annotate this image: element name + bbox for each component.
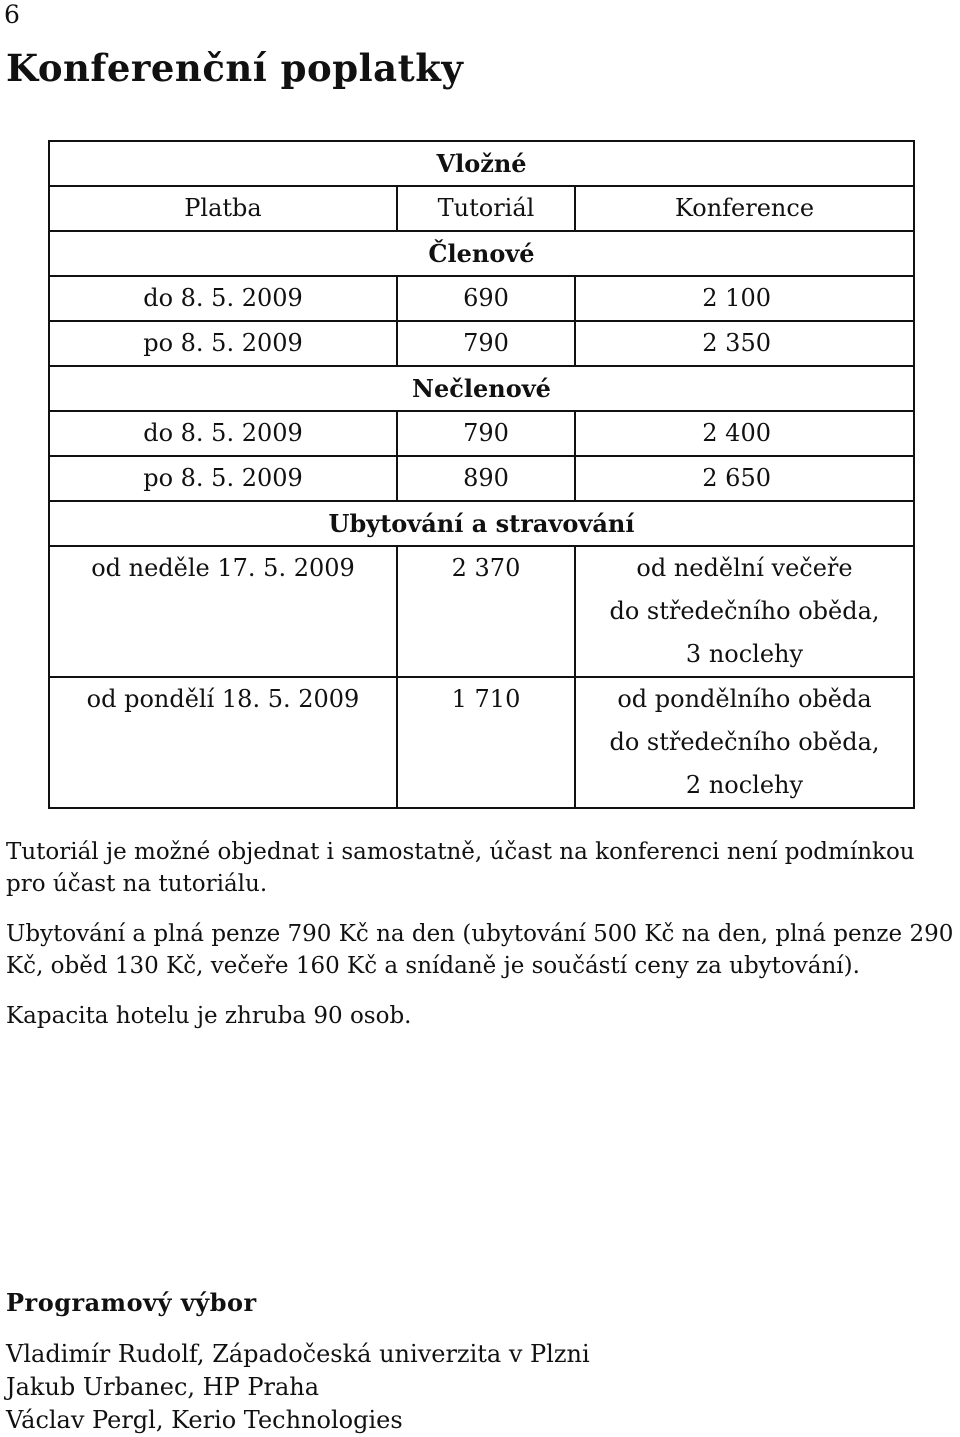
stay-description: 2 noclehy bbox=[575, 764, 914, 808]
stay-start: od pondělí 18. 5. 2009 bbox=[49, 677, 397, 721]
committee-member: Jakub Urbanec, HP Praha bbox=[6, 1373, 320, 1401]
members-header: Členové bbox=[49, 231, 914, 276]
col-tutorial-header: Tutoriál bbox=[397, 186, 575, 231]
table-row bbox=[49, 677, 914, 721]
col-payment-header: Platba bbox=[49, 186, 397, 231]
tutorial-price: 690 bbox=[397, 276, 575, 321]
note-capacity: Kapacita hotelu je zhruba 90 osob. bbox=[6, 1003, 412, 1029]
tutorial-price: 790 bbox=[397, 411, 575, 456]
tutorial-price: 790 bbox=[397, 321, 575, 366]
stay-description: od nedělní večeře bbox=[575, 546, 914, 590]
table-row bbox=[49, 721, 914, 764]
stay-description: do středečního oběda, bbox=[575, 590, 914, 633]
column-header-row bbox=[49, 186, 914, 231]
tutorial-price: 890 bbox=[397, 456, 575, 501]
note-tutorial: Tutoriál je možné objednat i samostatně, účast na konferenci není podmínkou pro účast na tutoriálu. bbox=[6, 839, 915, 897]
col-conference-header: Konference bbox=[575, 186, 914, 231]
note-accommodation: Ubytování a plná penze 790 Kč na den (ubytování 500 Kč na den, plná penze 290 Kč, oběd 130 Kč, večeře 160 Kč a snídaně je součástí ceny za ubytování). bbox=[6, 921, 954, 979]
accommodation-header: Ubytování a stravování bbox=[49, 501, 914, 546]
fees-table bbox=[48, 140, 915, 809]
registration-header: Vložné bbox=[49, 141, 914, 186]
committee-title: Programový výbor bbox=[6, 1288, 257, 1317]
table-row bbox=[49, 546, 914, 590]
payment-date: do 8. 5. 2009 bbox=[49, 276, 397, 321]
conference-price: 2 350 bbox=[575, 321, 914, 366]
payment-date: po 8. 5. 2009 bbox=[49, 321, 397, 366]
conference-price: 2 400 bbox=[575, 411, 914, 456]
stay-price: 1 710 bbox=[397, 677, 575, 721]
conference-price: 2 100 bbox=[575, 276, 914, 321]
conference-price: 2 650 bbox=[575, 456, 914, 501]
members-header-row bbox=[49, 231, 914, 276]
committee-member: Vladimír Rudolf, Západočeská univerzita v Plzni bbox=[6, 1340, 590, 1368]
page-title: Konferenční poplatky bbox=[6, 46, 464, 90]
payment-date: po 8. 5. 2009 bbox=[49, 456, 397, 501]
stay-price: 2 370 bbox=[397, 546, 575, 590]
table-row bbox=[49, 764, 914, 808]
table-row bbox=[49, 411, 914, 456]
page-number: 6 bbox=[4, 0, 20, 29]
payment-date: do 8. 5. 2009 bbox=[49, 411, 397, 456]
table-row bbox=[49, 633, 914, 677]
table-row bbox=[49, 456, 914, 501]
stay-description: do středečního oběda, bbox=[575, 721, 914, 764]
accommodation-header-row bbox=[49, 501, 914, 546]
stay-description: od pondělního oběda bbox=[575, 677, 914, 721]
nonmembers-header-row bbox=[49, 366, 914, 411]
table-row bbox=[49, 276, 914, 321]
committee-member: Václav Pergl, Kerio Technologies bbox=[6, 1406, 403, 1434]
stay-description: 3 noclehy bbox=[575, 633, 914, 677]
table-row bbox=[49, 590, 914, 633]
registration-header-row bbox=[49, 141, 914, 186]
table-row bbox=[49, 321, 914, 366]
nonmembers-header: Nečlenové bbox=[49, 366, 914, 411]
stay-start: od neděle 17. 5. 2009 bbox=[49, 546, 397, 590]
